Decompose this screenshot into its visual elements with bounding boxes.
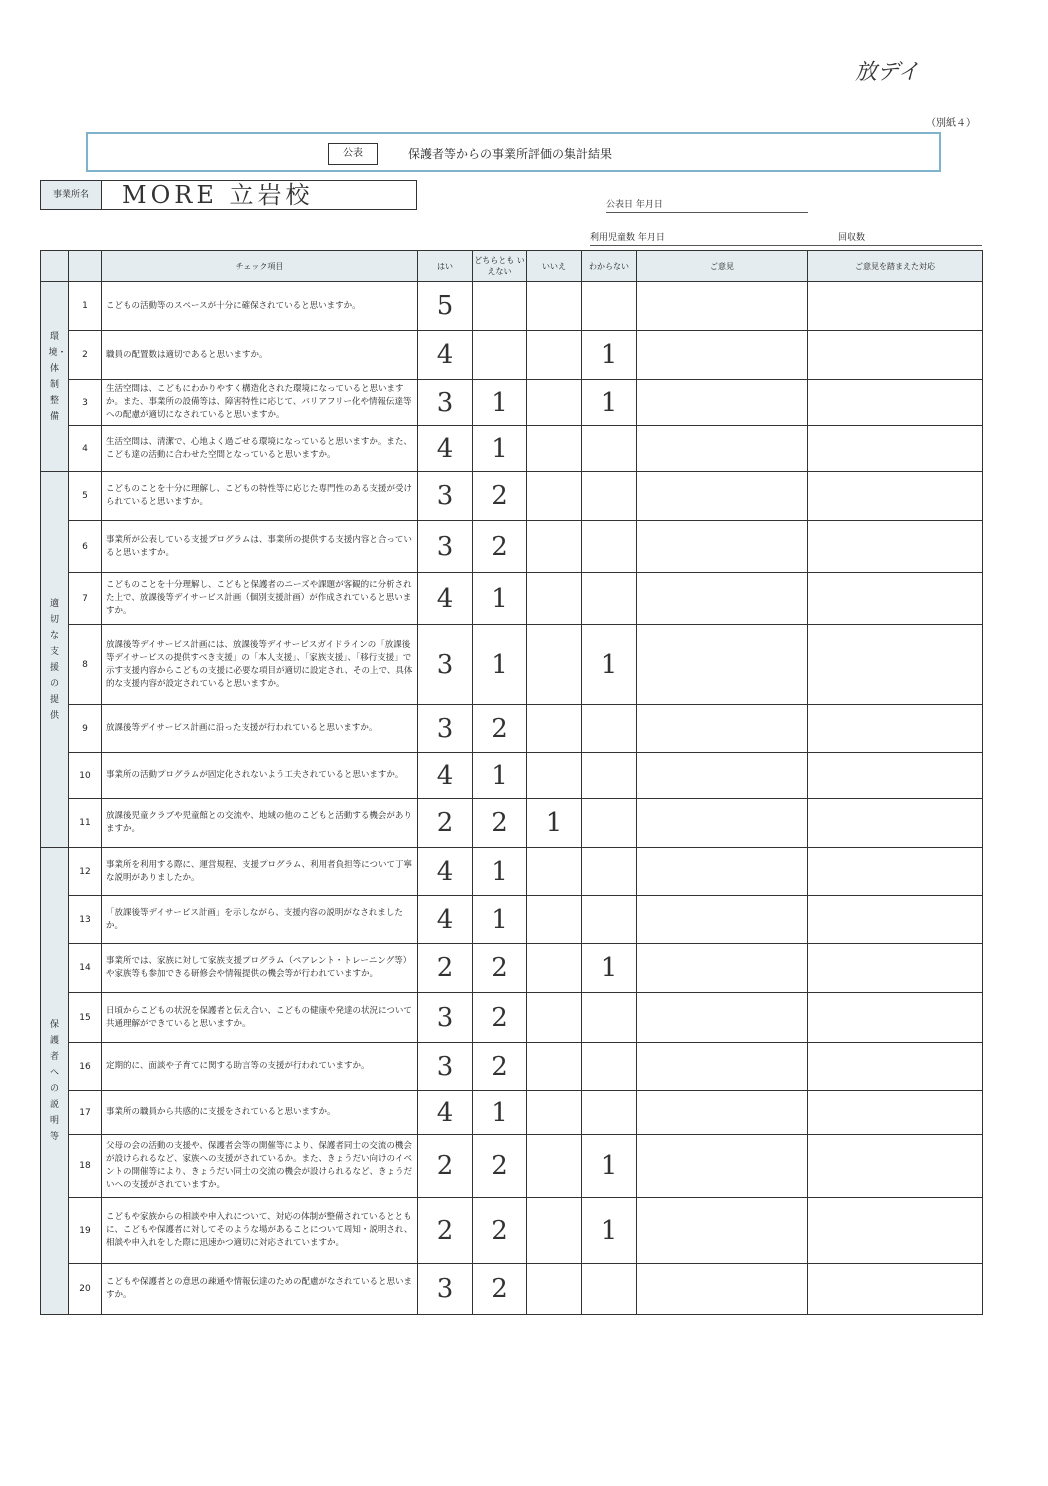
table-row	[41, 799, 983, 848]
response-cell	[808, 848, 983, 896]
table-row	[41, 282, 983, 331]
users-count: 利用児童数 年月日	[590, 233, 665, 243]
answer-unknown	[582, 799, 637, 848]
users-row	[590, 230, 982, 246]
table-row	[41, 753, 983, 799]
question-text: こどもや保護者との意思の疎通や情報伝達のための配慮がなされていると思いますか。	[102, 1264, 418, 1315]
row-number: 8	[69, 625, 102, 705]
response-cell	[808, 1091, 983, 1135]
row-number: 15	[69, 993, 102, 1043]
opinion-cell	[637, 472, 808, 521]
opinion-cell	[637, 380, 808, 426]
answer-neutral: 2	[473, 521, 527, 573]
opinion-cell	[637, 993, 808, 1043]
response-cell	[808, 426, 983, 472]
answer-no	[527, 521, 582, 573]
answer-yes: 3	[418, 993, 473, 1043]
answer-no	[527, 848, 582, 896]
row-number: 3	[69, 380, 102, 426]
response-cell	[808, 799, 983, 848]
answer-neutral: 1	[473, 753, 527, 799]
office-label: 事業所名	[40, 180, 102, 210]
answer-unknown	[582, 521, 637, 573]
response-cell	[808, 896, 983, 944]
row-number: 1	[69, 282, 102, 331]
opinion-cell	[637, 1091, 808, 1135]
answer-neutral: 1	[473, 1091, 527, 1135]
category-label: 適切な支援の提供	[49, 598, 59, 721]
table-row	[41, 705, 983, 753]
row-number: 18	[69, 1135, 102, 1198]
answer-no	[527, 380, 582, 426]
opinion-cell	[637, 799, 808, 848]
question-text: こどもの活動等のスペースが十分に確保されていると思いますか。	[102, 282, 418, 331]
answer-yes: 3	[418, 1043, 473, 1091]
answer-unknown	[582, 848, 637, 896]
row-number: 4	[69, 426, 102, 472]
row-number: 11	[69, 799, 102, 848]
row-number: 2	[69, 331, 102, 380]
question-text: 放課後等デイサービス計画には、放課後等デイサービスガイドラインの「放課後等デイサービスの提供すべき支援」の「本人支援」、「家族支援」、「移行支援」で示す支援内容からこどもの支援に必要な項目が適切に設定され、その上で、具体的な支援内容が設定されていると思いますか。	[102, 625, 418, 705]
response-cell	[808, 1043, 983, 1091]
answer-neutral: 2	[473, 472, 527, 521]
answer-no	[527, 331, 582, 380]
table-row	[41, 848, 983, 896]
question-text: 定期的に、面談や子育てに関する助言等の支援が行われていますか。	[102, 1043, 418, 1091]
response-cell	[808, 944, 983, 993]
answer-yes: 4	[418, 1091, 473, 1135]
answer-neutral: 2	[473, 1135, 527, 1198]
table-row	[41, 625, 983, 705]
answer-unknown	[582, 993, 637, 1043]
answer-neutral: 2	[473, 799, 527, 848]
opinion-cell	[637, 1198, 808, 1264]
answer-yes: 4	[418, 331, 473, 380]
header-unknown: わからない	[582, 251, 637, 282]
response-cell	[808, 521, 983, 573]
table-row	[41, 1198, 983, 1264]
answer-neutral: 2	[473, 705, 527, 753]
header-no-answer: いいえ	[527, 251, 582, 282]
row-number: 9	[69, 705, 102, 753]
answer-no	[527, 1135, 582, 1198]
answer-yes: 4	[418, 573, 473, 625]
question-text: 「放課後等デイサービス計画」を示しながら、支援内容の説明がなされましたか。	[102, 896, 418, 944]
question-text: 職員の配置数は適切であると思いますか。	[102, 331, 418, 380]
answer-yes: 5	[418, 282, 473, 331]
answer-unknown	[582, 573, 637, 625]
question-text: 父母の会の活動の支援や、保護者会等の開催等により、保護者同士の交流の機会が設けられるなど、家族への支援がされているか。また、きょうだい向けのイベントの開催等により、きょうだい同士の交流の機会が設けられるなど、きょうだいへの支援がされていますか。	[102, 1135, 418, 1198]
table-row	[41, 426, 983, 472]
table-row	[41, 380, 983, 426]
answer-neutral	[473, 282, 527, 331]
header-cat	[41, 251, 69, 282]
answer-unknown	[582, 282, 637, 331]
table-row	[41, 1264, 983, 1315]
answer-no	[527, 705, 582, 753]
answer-no: 1	[527, 799, 582, 848]
table-row	[41, 573, 983, 625]
answer-unknown: 1	[582, 1198, 637, 1264]
answer-yes: 2	[418, 944, 473, 993]
answer-unknown	[582, 896, 637, 944]
row-number: 10	[69, 753, 102, 799]
response-cell	[808, 1135, 983, 1198]
answer-yes: 2	[418, 799, 473, 848]
question-text: 事業所では、家族に対して家族支援プログラム（ペアレント・トレーニング等）や家族等も参加できる研修会や情報提供の機会等が行われていますか。	[102, 944, 418, 993]
category-cell	[41, 848, 69, 1315]
answer-yes: 3	[418, 380, 473, 426]
header-yes: はい	[418, 251, 473, 282]
row-number: 13	[69, 896, 102, 944]
header-no	[69, 251, 102, 282]
table-row	[41, 993, 983, 1043]
table-row	[41, 1043, 983, 1091]
table-row	[41, 521, 983, 573]
opinion-cell	[637, 848, 808, 896]
table-row	[41, 331, 983, 380]
answer-neutral: 1	[473, 848, 527, 896]
opinion-cell	[637, 896, 808, 944]
response-cell	[808, 993, 983, 1043]
question-text: こどものことを十分理解し、こどもと保護者のニーズや課題が客観的に分析された上で、放課後等デイサービス計画（個別支援計画）が作成されていると思いますか。	[102, 573, 418, 625]
answer-no	[527, 1264, 582, 1315]
opinion-cell	[637, 1135, 808, 1198]
answer-unknown	[582, 705, 637, 753]
answer-yes: 2	[418, 1198, 473, 1264]
public-label: 公表	[328, 143, 378, 165]
category-label: 保護者への説明等	[49, 1020, 59, 1142]
answer-yes: 4	[418, 848, 473, 896]
answer-yes: 3	[418, 625, 473, 705]
form-id: （別紙４）	[926, 118, 976, 129]
table-row	[41, 896, 983, 944]
row-number: 7	[69, 573, 102, 625]
answer-neutral: 2	[473, 1198, 527, 1264]
answer-no	[527, 944, 582, 993]
answer-neutral	[473, 331, 527, 380]
answer-unknown	[582, 1091, 637, 1135]
answer-yes: 4	[418, 896, 473, 944]
question-text: 事業所を利用する際に、運営規程、支援プログラム、利用者負担等について丁寧な説明がありましたか。	[102, 848, 418, 896]
answer-no	[527, 1091, 582, 1135]
answer-no	[527, 625, 582, 705]
evaluation-table	[40, 250, 983, 1315]
answer-yes: 3	[418, 521, 473, 573]
opinion-cell	[637, 331, 808, 380]
answer-yes: 2	[418, 1135, 473, 1198]
row-number: 5	[69, 472, 102, 521]
question-text: 日頃からこどもの状況を保護者と伝え合い、こどもの健康や発達の状況について共通理解ができていると思いますか。	[102, 993, 418, 1043]
header-row	[41, 251, 983, 282]
opinion-cell	[637, 282, 808, 331]
public-date	[606, 197, 808, 213]
opinion-cell	[637, 521, 808, 573]
answer-unknown	[582, 426, 637, 472]
row-number: 17	[69, 1091, 102, 1135]
answer-no	[527, 1198, 582, 1264]
opinion-cell	[637, 573, 808, 625]
opinion-cell	[637, 625, 808, 705]
header-opinion: ご意見	[637, 251, 808, 282]
response-cell	[808, 1264, 983, 1315]
handwritten-note: 放デイ	[855, 60, 920, 85]
answer-neutral: 1	[473, 625, 527, 705]
response-cell	[808, 625, 983, 705]
question-text: 事業所の職員から共感的に支援をされていると思いますか。	[102, 1091, 418, 1135]
answer-yes: 4	[418, 753, 473, 799]
answer-neutral: 1	[473, 573, 527, 625]
answer-neutral: 1	[473, 896, 527, 944]
answer-yes: 3	[418, 472, 473, 521]
answer-unknown	[582, 1043, 637, 1091]
category-cell	[41, 472, 69, 848]
row-number: 20	[69, 1264, 102, 1315]
answer-unknown: 1	[582, 380, 637, 426]
answer-yes: 3	[418, 1264, 473, 1315]
question-text: 放課後等デイサービス計画に沿った支援が行われていると思いますか。	[102, 705, 418, 753]
answer-unknown	[582, 1264, 637, 1315]
question-text: 生活空間は、清潔で、心地よく過ごせる環境になっていると思いますか。また、こども達の活動に合わせた空間となっていると思いますか。	[102, 426, 418, 472]
answer-neutral: 2	[473, 993, 527, 1043]
answer-no	[527, 573, 582, 625]
question-text: 事業所が公表している支援プログラムは、事業所の提供する支援内容と合っていると思いますか。	[102, 521, 418, 573]
answer-neutral: 1	[473, 426, 527, 472]
response-cell	[808, 705, 983, 753]
answer-no	[527, 896, 582, 944]
answer-unknown	[582, 472, 637, 521]
opinion-cell	[637, 753, 808, 799]
question-text: こどものことを十分に理解し、こどもの特性等に応じた専門性のある支援が受けられていると思いますか。	[102, 472, 418, 521]
answer-unknown: 1	[582, 1135, 637, 1198]
office-name: MORE 立岩校	[102, 180, 417, 210]
response-cell	[808, 1198, 983, 1264]
title-box	[86, 132, 941, 172]
answer-neutral: 1	[473, 380, 527, 426]
public-date-text: 公表日 年月日	[606, 200, 663, 210]
page-title: 保護者等からの事業所評価の集計結果	[408, 147, 613, 161]
header-check: チェック項目	[102, 251, 418, 282]
response-cell	[808, 472, 983, 521]
answer-yes: 4	[418, 426, 473, 472]
question-text: 事業所の活動プログラムが固定化されないよう工夫されていると思いますか。	[102, 753, 418, 799]
row-number: 6	[69, 521, 102, 573]
row-number: 19	[69, 1198, 102, 1264]
answer-no	[527, 426, 582, 472]
answer-unknown: 1	[582, 331, 637, 380]
answer-neutral: 2	[473, 1264, 527, 1315]
opinion-cell	[637, 944, 808, 993]
answer-unknown: 1	[582, 625, 637, 705]
question-text: 生活空間は、こどもにわかりやすく構造化された環境になっていると思いますか。また、事業所の設備等は、障害特性に応じて、バリアフリー化や情報伝達等への配慮が適切になされていると思いますか。	[102, 380, 418, 426]
response-cell	[808, 380, 983, 426]
category-label: 環境・体制整備	[48, 331, 67, 422]
row-number: 16	[69, 1043, 102, 1091]
opinion-cell	[637, 1043, 808, 1091]
answer-no	[527, 993, 582, 1043]
answer-no	[527, 1043, 582, 1091]
question-text: 放課後児童クラブや児童館との交流や、地域の他のこどもと活動する機会がありますか。	[102, 799, 418, 848]
response-cell	[808, 573, 983, 625]
row-number: 14	[69, 944, 102, 993]
answer-no	[527, 753, 582, 799]
question-text: こどもや家族からの相談や申入れについて、対応の体制が整備されているとともに、こどもや保護者に対してそのような場があることについて周知・説明され、相談や申入れをした際に迅速かつ適切に対応されていますか。	[102, 1198, 418, 1264]
table-row	[41, 944, 983, 993]
opinion-cell	[637, 426, 808, 472]
answer-neutral: 2	[473, 944, 527, 993]
table-row	[41, 1135, 983, 1198]
category-cell	[41, 282, 69, 472]
collected-count: 回収数	[838, 233, 866, 243]
answer-unknown: 1	[582, 944, 637, 993]
table-row	[41, 472, 983, 521]
header-neutral: どちらとも いえない	[473, 251, 527, 282]
opinion-cell	[637, 1264, 808, 1315]
opinion-cell	[637, 705, 808, 753]
row-number: 12	[69, 848, 102, 896]
response-cell	[808, 753, 983, 799]
response-cell	[808, 331, 983, 380]
answer-no	[527, 282, 582, 331]
answer-no	[527, 472, 582, 521]
answer-unknown	[582, 753, 637, 799]
answer-neutral: 2	[473, 1043, 527, 1091]
response-cell	[808, 282, 983, 331]
table-row	[41, 1091, 983, 1135]
header-response: ご意見を踏まえた対応	[808, 251, 983, 282]
answer-yes: 3	[418, 705, 473, 753]
